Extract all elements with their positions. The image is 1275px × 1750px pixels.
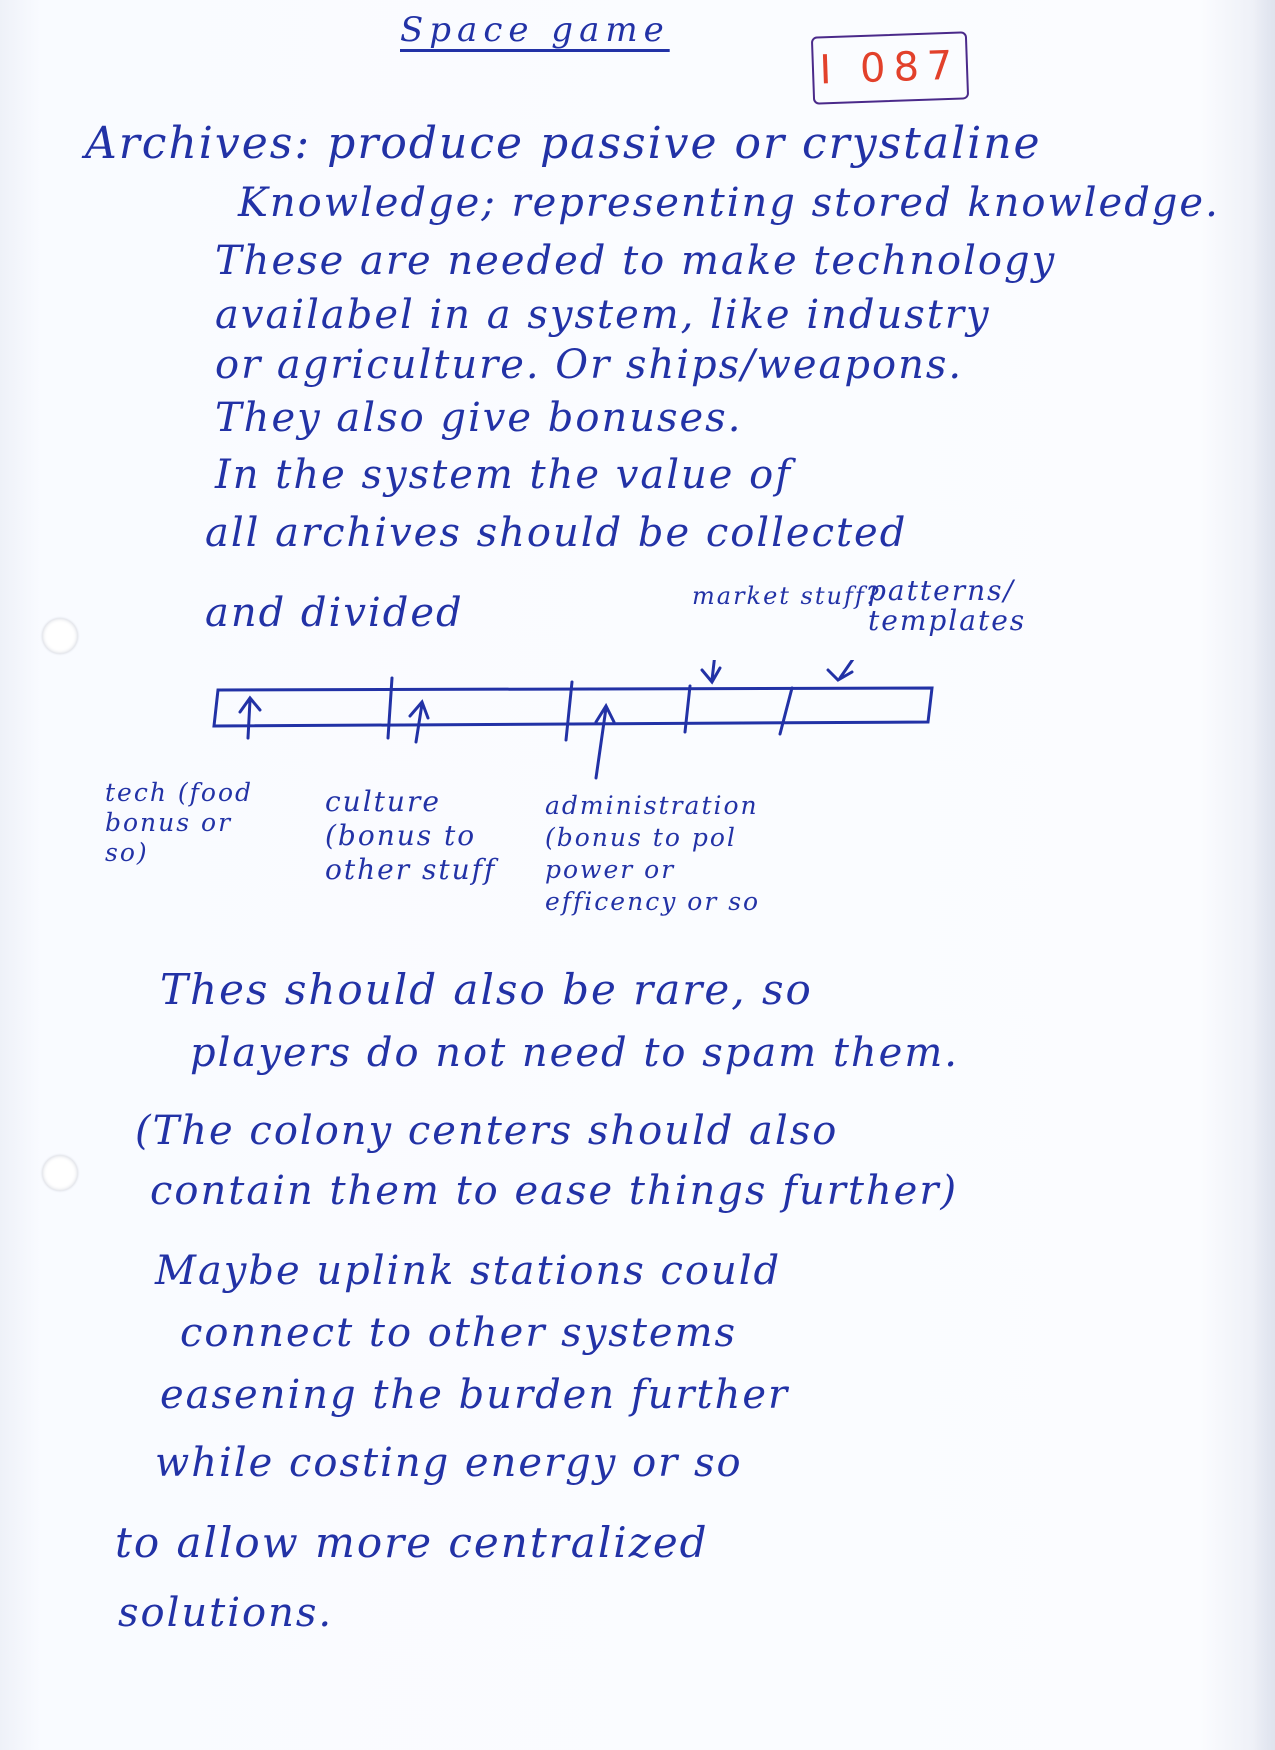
text-line-4: availabel in a system, like industry xyxy=(215,292,991,338)
diagram-label-market: market stuff? xyxy=(692,582,881,610)
diagram-divider-3 xyxy=(685,686,690,732)
archive-division-diagram xyxy=(200,660,950,790)
diagram-bar xyxy=(214,688,932,726)
text-line-2: Knowledge; representing stored knowledge. xyxy=(238,180,1220,226)
diagram-divider-4 xyxy=(780,688,792,734)
text-line-8: all archives should be collected xyxy=(205,510,908,556)
text-line-10: Thes should also be rare, so xyxy=(160,965,813,1014)
diagram-arrow-market xyxy=(702,660,720,682)
document-id-stamp: I 087 xyxy=(811,31,969,104)
diagram-arrow-culture xyxy=(410,702,428,742)
text-line-14: Maybe uplink stations could xyxy=(155,1248,782,1294)
page-title: Space game xyxy=(400,10,670,50)
diagram-arrow-patterns xyxy=(828,660,880,680)
text-line-13: contain them to ease things further) xyxy=(150,1168,959,1214)
diagram-arrow-admin xyxy=(596,706,614,778)
text-line-6: They also give bonuses. xyxy=(215,395,743,441)
text-line-16: easening the burden further xyxy=(160,1372,790,1418)
diagram-label-culture: culture (bonus to other stuff xyxy=(325,785,497,886)
text-line-1: Archives: produce passive or crystaline xyxy=(85,118,1042,169)
punch-hole-lower xyxy=(42,1155,78,1191)
punch-hole-upper xyxy=(42,618,78,654)
text-line-3: These are needed to make technology xyxy=(215,238,1057,284)
diagram-label-tech: tech (food bonus or so) xyxy=(105,778,254,867)
text-line-18: to allow more centralized xyxy=(115,1518,709,1567)
text-line-9: and divided xyxy=(205,590,464,636)
text-line-15: connect to other systems xyxy=(180,1310,738,1356)
text-line-17: while costing energy or so xyxy=(155,1440,743,1486)
diagram-label-patterns: patterns/ templates xyxy=(868,574,1027,637)
diagram-divider-2 xyxy=(566,682,572,740)
diagram-label-administration: administration (bonus to pol power or efficency or so xyxy=(545,791,761,916)
text-line-19: solutions. xyxy=(118,1590,334,1636)
diagram-divider-1 xyxy=(388,678,392,738)
text-line-5: or agriculture. Or ships/weapons. xyxy=(215,342,964,388)
text-line-12: (The colony centers should also xyxy=(135,1108,839,1154)
diagram-arrow-tech xyxy=(240,698,260,738)
text-line-11: players do not need to spam them. xyxy=(190,1030,959,1076)
text-line-7: In the system the value of xyxy=(215,452,793,498)
